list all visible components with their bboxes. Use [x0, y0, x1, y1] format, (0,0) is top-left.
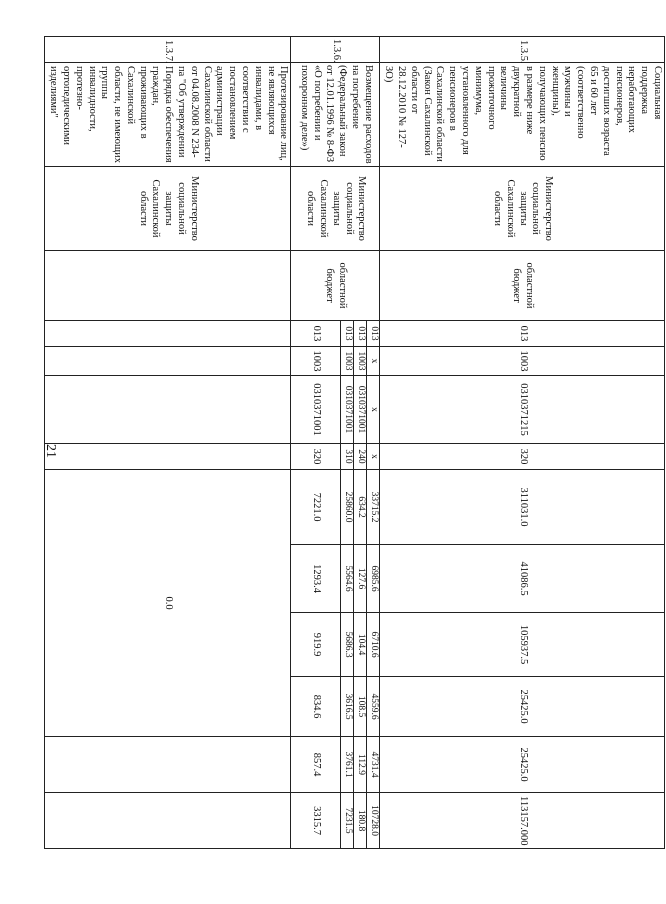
- rz-code: 1003: [380, 347, 665, 376]
- year-5-amount: 113157.000: [380, 793, 665, 849]
- year-2-amount: 6710.6: [367, 613, 380, 677]
- year-4-amount: 857.4: [291, 737, 341, 793]
- total-amount: 33715.2: [367, 470, 380, 545]
- year-1-amount: 6985.6: [367, 545, 380, 613]
- year-2-amount: 105937.5: [380, 613, 665, 677]
- total-amount: 25860.0: [341, 470, 354, 545]
- measure-title: Возмещение расходов на погребение (Федеральный закон от 12.01.1996 № 8-ФЗ «О погребении и похоронном деле»): [291, 63, 380, 167]
- year-1-amount: 127.6: [354, 545, 367, 613]
- rz-code: x: [367, 347, 380, 376]
- year-3-amount: 3616.5: [341, 677, 354, 737]
- csr-code: 0310371215: [380, 376, 665, 444]
- rotated-table-wrapper: [48, 36, 665, 856]
- total-amount: 7221.0: [291, 470, 341, 545]
- vr-code: x: [367, 444, 380, 470]
- year-1-amount: 1293.4: [291, 545, 341, 613]
- budget-table: [44, 36, 665, 849]
- row-number: 1.3.6.: [291, 37, 380, 63]
- year-4-amount: 112.9: [354, 737, 367, 793]
- year-5-amount: 10728.0: [367, 793, 380, 849]
- grbs-code: 013: [354, 321, 367, 347]
- rz-code: [45, 347, 291, 376]
- grbs-code: [45, 321, 291, 347]
- vr-code: 320: [291, 444, 341, 470]
- row-number: 1.3.5.: [380, 37, 665, 63]
- year-5-amount: 180.8: [354, 793, 367, 849]
- year-4-amount: 25425.0: [380, 737, 665, 793]
- row-number: 1.3.7.: [45, 37, 291, 63]
- year-5-amount: 3315.7: [291, 793, 341, 849]
- vr-code: 240: [354, 444, 367, 470]
- year-2-amount: 5686.3: [341, 613, 354, 677]
- vr-code: 310: [341, 444, 354, 470]
- csr-code: 0310371001: [291, 376, 341, 444]
- year-2-amount: 104.4: [354, 613, 367, 677]
- measure-title: Социальная поддержка неработающих пенсионеров, достигших возраста 65 и 60 лет (соответственно мужчины и женщины), получающих пенсию в размере ниже двукратной величины прожиточного минимума, установленного для пенсионеров в Сахалинской области (Закон Сахалинской области от 28.12.2010 № 127-ЗО): [380, 63, 665, 167]
- measure-title: Протезирование лиц, не являющихся инвалидами, в соответствии с постановлением администрации Сахалинской области от 04.08.2008 N 234-па "Об утверждении Порядка обеспечения граждан, проживающих в Сахалинской области, не имеющих группы инвалидности, протезно-ортопедическими изделиями": [45, 63, 291, 167]
- csr-code: 0310371001: [341, 376, 354, 444]
- funding-source: [45, 251, 291, 321]
- vr-code: [45, 444, 291, 470]
- csr-code: 0310371001: [354, 376, 367, 444]
- year-5-amount: [45, 793, 291, 849]
- rz-code: 1003: [341, 347, 354, 376]
- year-1-amount: 5564.6: [341, 545, 354, 613]
- executor-cell: Министерство социальной защиты Сахалинской области: [45, 167, 291, 251]
- year-3-amount: 834.6: [291, 677, 341, 737]
- total-amount: 0.0: [45, 470, 291, 737]
- grbs-code: 013: [291, 321, 341, 347]
- grbs-code: 013: [380, 321, 665, 347]
- page-number: 21: [43, 444, 58, 458]
- grbs-code: 013: [367, 321, 380, 347]
- table-row-1-3-6: [367, 37, 380, 849]
- year-4-amount: [45, 737, 291, 793]
- total-amount: 634.2: [354, 470, 367, 545]
- csr-code: [45, 376, 291, 444]
- grbs-code: 013: [341, 321, 354, 347]
- year-4-amount: 4731.4: [367, 737, 380, 793]
- rz-code: 1003: [291, 347, 341, 376]
- year-4-amount: 3761.1: [341, 737, 354, 793]
- year-1-amount: 41086.5: [380, 545, 665, 613]
- table-row-1-3-7: [45, 37, 291, 849]
- funding-source: областной бюджет: [291, 251, 380, 321]
- funding-source: областной бюджет: [380, 251, 665, 321]
- year-3-amount: 25425.0: [380, 677, 665, 737]
- total-amount: 311031.0: [380, 470, 665, 545]
- year-2-amount: 919.9: [291, 613, 341, 677]
- rz-code: 1003: [354, 347, 367, 376]
- vr-code: 320: [380, 444, 665, 470]
- year-3-amount: 4559.6: [367, 677, 380, 737]
- executor-cell: Министерство социальной защиты Сахалинской области: [291, 167, 380, 251]
- executor-cell: Министерство социальной защиты Сахалинской области: [380, 167, 665, 251]
- year-5-amount: 7231.5: [341, 793, 354, 849]
- year-3-amount: 108.5: [354, 677, 367, 737]
- csr-code: x: [367, 376, 380, 444]
- table-row-1-3-5: [380, 37, 665, 849]
